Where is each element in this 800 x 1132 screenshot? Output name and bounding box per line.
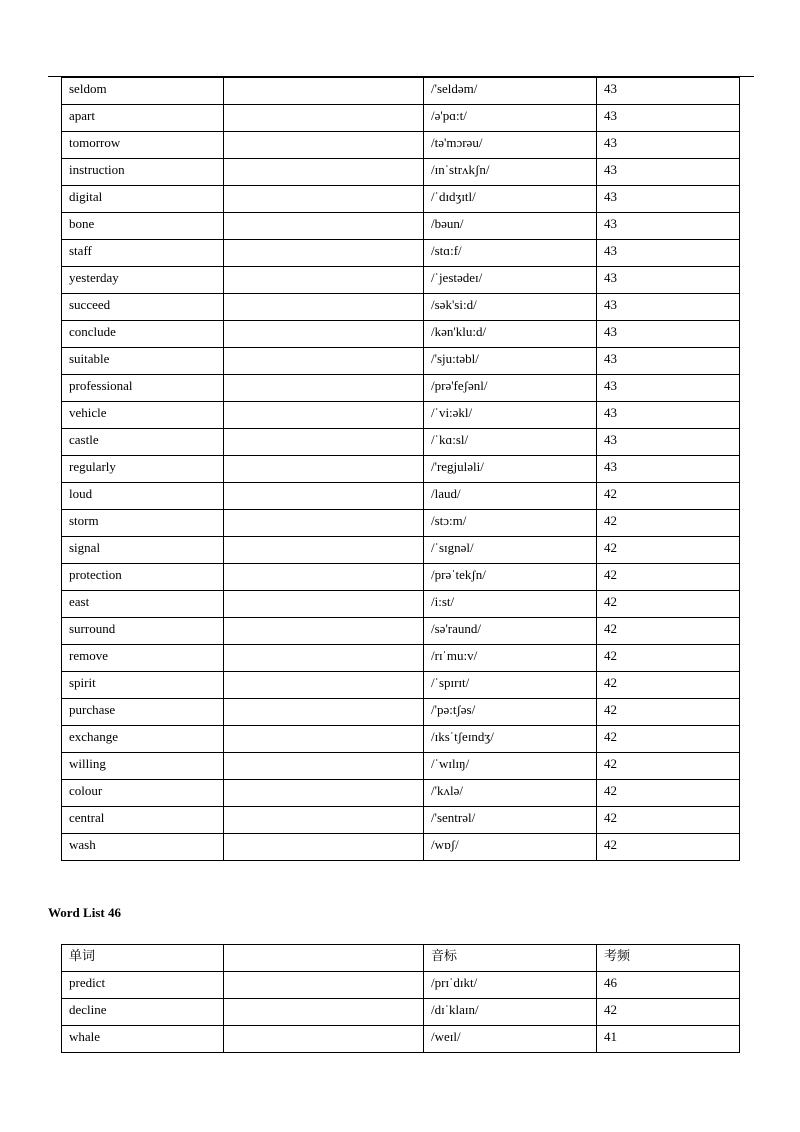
blank-cell <box>224 159 424 186</box>
blank-cell <box>224 213 424 240</box>
word-cell: exchange <box>62 726 224 753</box>
blank-cell <box>224 456 424 483</box>
blank-cell <box>224 753 424 780</box>
table-row <box>62 999 740 1026</box>
blank-cell <box>224 834 424 861</box>
word-cell: wash <box>62 834 224 861</box>
table-row <box>62 348 740 375</box>
freq-cell: 43 <box>597 132 740 159</box>
blank-cell <box>224 402 424 429</box>
table-row <box>62 591 740 618</box>
word-cell: staff <box>62 240 224 267</box>
blank-cell <box>224 1026 424 1053</box>
vocab-table-1-body <box>62 78 740 861</box>
phonetic-cell: /'regjuləli/ <box>424 456 597 483</box>
word-cell: tomorrow <box>62 132 224 159</box>
word-cell: purchase <box>62 699 224 726</box>
freq-cell: 42 <box>597 672 740 699</box>
word-cell: regularly <box>62 456 224 483</box>
table-row <box>62 807 740 834</box>
table-row <box>62 132 740 159</box>
freq-cell: 42 <box>597 807 740 834</box>
table-row <box>62 186 740 213</box>
blank-cell <box>224 999 424 1026</box>
phonetic-cell: /ˈkɑ:sl/ <box>424 429 597 456</box>
table-row <box>62 429 740 456</box>
phonetic-cell: /ˈsɪgnəl/ <box>424 537 597 564</box>
phonetic-cell: /ˈdɪdʒɪtl/ <box>424 186 597 213</box>
blank-cell <box>224 186 424 213</box>
freq-cell: 43 <box>597 159 740 186</box>
phonetic-cell: /tə'mɔrəu/ <box>424 132 597 159</box>
word-cell: professional <box>62 375 224 402</box>
freq-cell: 43 <box>597 375 740 402</box>
freq-cell: 46 <box>597 972 740 999</box>
header-blank <box>224 945 424 972</box>
phonetic-cell: /sək'si:d/ <box>424 294 597 321</box>
blank-cell <box>224 807 424 834</box>
word-cell: castle <box>62 429 224 456</box>
blank-cell <box>224 510 424 537</box>
word-cell: apart <box>62 105 224 132</box>
freq-cell: 43 <box>597 267 740 294</box>
blank-cell <box>224 294 424 321</box>
table-row <box>62 294 740 321</box>
phonetic-cell: /prəˈtekʃn/ <box>424 564 597 591</box>
table-row <box>62 972 740 999</box>
freq-cell: 43 <box>597 105 740 132</box>
freq-cell: 42 <box>597 753 740 780</box>
phonetic-cell: /'sentrəl/ <box>424 807 597 834</box>
freq-cell: 42 <box>597 699 740 726</box>
phonetic-cell: /prə'feʃənl/ <box>424 375 597 402</box>
table-row <box>62 402 740 429</box>
table-header-row <box>62 945 740 972</box>
word-list-heading: Word List 46 <box>48 905 121 920</box>
word-cell: colour <box>62 780 224 807</box>
phonetic-cell: /'sju:təbl/ <box>424 348 597 375</box>
word-cell: digital <box>62 186 224 213</box>
table-row <box>62 645 740 672</box>
freq-cell: 42 <box>597 510 740 537</box>
phonetic-cell: /'pə:tʃəs/ <box>424 699 597 726</box>
word-cell: conclude <box>62 321 224 348</box>
freq-cell: 42 <box>597 999 740 1026</box>
phonetic-cell: /weɪl/ <box>424 1026 597 1053</box>
phonetic-cell: /ˈwɪlɪŋ/ <box>424 753 597 780</box>
blank-cell <box>224 267 424 294</box>
blank-cell <box>224 321 424 348</box>
vocab-table-1 <box>61 77 740 861</box>
word-cell: succeed <box>62 294 224 321</box>
word-cell: suitable <box>62 348 224 375</box>
blank-cell <box>224 375 424 402</box>
phonetic-cell: /stɑ:f/ <box>424 240 597 267</box>
word-cell: loud <box>62 483 224 510</box>
word-cell: remove <box>62 645 224 672</box>
blank-cell <box>224 537 424 564</box>
word-cell: decline <box>62 999 224 1026</box>
phonetic-cell: /stɔ:m/ <box>424 510 597 537</box>
blank-cell <box>224 591 424 618</box>
table-row <box>62 753 740 780</box>
word-cell: yesterday <box>62 267 224 294</box>
word-cell: bone <box>62 213 224 240</box>
table-row <box>62 537 740 564</box>
vocab-table-2-body <box>62 945 740 1053</box>
blank-cell <box>224 618 424 645</box>
table-row <box>62 699 740 726</box>
blank-cell <box>224 105 424 132</box>
table-row <box>62 375 740 402</box>
table-row <box>62 510 740 537</box>
table-row <box>62 483 740 510</box>
table-row <box>62 672 740 699</box>
blank-cell <box>224 645 424 672</box>
word-cell: signal <box>62 537 224 564</box>
freq-cell: 42 <box>597 645 740 672</box>
phonetic-cell: /sə'raund/ <box>424 618 597 645</box>
word-cell: surround <box>62 618 224 645</box>
table-row <box>62 1026 740 1053</box>
blank-cell <box>224 429 424 456</box>
word-cell: instruction <box>62 159 224 186</box>
freq-cell: 42 <box>597 564 740 591</box>
word-cell: vehicle <box>62 402 224 429</box>
freq-cell: 43 <box>597 348 740 375</box>
freq-cell: 43 <box>597 456 740 483</box>
word-cell: central <box>62 807 224 834</box>
freq-cell: 42 <box>597 537 740 564</box>
phonetic-cell: /ˈspɪrɪt/ <box>424 672 597 699</box>
header-word: 单词 <box>62 945 224 972</box>
phonetic-cell: /ɪnˈstrʌkʃn/ <box>424 159 597 186</box>
header-phonetic: 音标 <box>424 945 597 972</box>
phonetic-cell: /dɪˈklaɪn/ <box>424 999 597 1026</box>
phonetic-cell: /ə'pɑ:t/ <box>424 105 597 132</box>
phonetic-cell: /ɪksˈtʃeɪndʒ/ <box>424 726 597 753</box>
freq-cell: 43 <box>597 186 740 213</box>
freq-cell: 42 <box>597 618 740 645</box>
phonetic-cell: /'seldəm/ <box>424 78 597 105</box>
phonetic-cell: /rɪˈmu:v/ <box>424 645 597 672</box>
freq-cell: 42 <box>597 483 740 510</box>
table-row <box>62 618 740 645</box>
table-row <box>62 78 740 105</box>
freq-cell: 43 <box>597 402 740 429</box>
table-row <box>62 780 740 807</box>
table-row <box>62 564 740 591</box>
word-cell: spirit <box>62 672 224 699</box>
table-row <box>62 834 740 861</box>
word-cell: seldom <box>62 78 224 105</box>
table-row <box>62 159 740 186</box>
phonetic-cell: /prɪˈdɪkt/ <box>424 972 597 999</box>
blank-cell <box>224 564 424 591</box>
table-row <box>62 213 740 240</box>
freq-cell: 42 <box>597 834 740 861</box>
phonetic-cell: /bəun/ <box>424 213 597 240</box>
table-row <box>62 726 740 753</box>
blank-cell <box>224 780 424 807</box>
word-cell: whale <box>62 1026 224 1053</box>
word-cell: storm <box>62 510 224 537</box>
freq-cell: 41 <box>597 1026 740 1053</box>
word-cell: willing <box>62 753 224 780</box>
blank-cell <box>224 699 424 726</box>
table-row <box>62 105 740 132</box>
blank-cell <box>224 240 424 267</box>
blank-cell <box>224 348 424 375</box>
table-row <box>62 321 740 348</box>
blank-cell <box>224 972 424 999</box>
freq-cell: 43 <box>597 429 740 456</box>
phonetic-cell: /laud/ <box>424 483 597 510</box>
phonetic-cell: /'kʌlə/ <box>424 780 597 807</box>
word-cell: protection <box>62 564 224 591</box>
word-cell: predict <box>62 972 224 999</box>
blank-cell <box>224 483 424 510</box>
phonetic-cell: /kən'klu:d/ <box>424 321 597 348</box>
freq-cell: 43 <box>597 321 740 348</box>
phonetic-cell: /ˈvi:əkl/ <box>424 402 597 429</box>
blank-cell <box>224 78 424 105</box>
table-row <box>62 456 740 483</box>
table-row <box>62 240 740 267</box>
freq-cell: 43 <box>597 294 740 321</box>
freq-cell: 43 <box>597 78 740 105</box>
freq-cell: 42 <box>597 591 740 618</box>
freq-cell: 42 <box>597 780 740 807</box>
phonetic-cell: /i:st/ <box>424 591 597 618</box>
header-freq: 考频 <box>597 945 740 972</box>
word-cell: east <box>62 591 224 618</box>
vocab-table-2 <box>61 944 740 1053</box>
blank-cell <box>224 672 424 699</box>
blank-cell <box>224 132 424 159</box>
phonetic-cell: /ˈjestədeɪ/ <box>424 267 597 294</box>
blank-cell <box>224 726 424 753</box>
table-row <box>62 267 740 294</box>
freq-cell: 43 <box>597 213 740 240</box>
freq-cell: 42 <box>597 726 740 753</box>
freq-cell: 43 <box>597 240 740 267</box>
phonetic-cell: /wɒʃ/ <box>424 834 597 861</box>
